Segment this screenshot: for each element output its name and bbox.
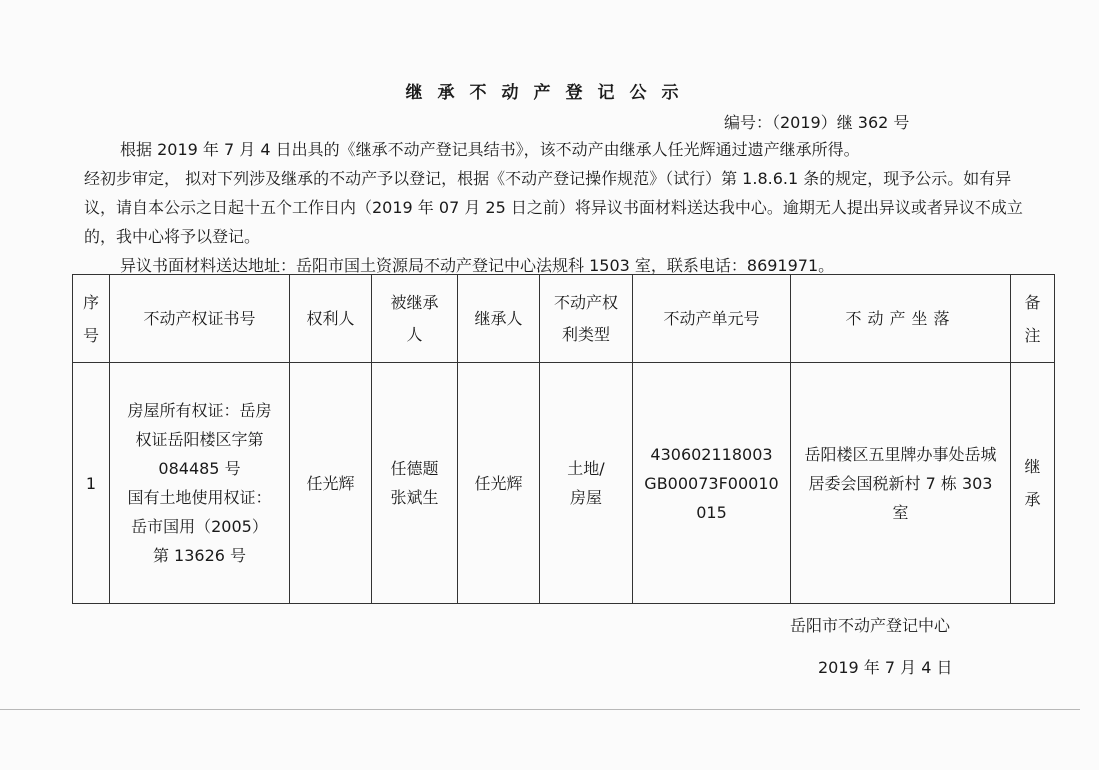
- cell-location: 岳阳楼区五里牌办事处岳城居委会国税新村 7 栋 303 室: [791, 363, 1011, 604]
- header-location: 不动产坐落: [791, 275, 1011, 363]
- header-right-type: 不动产权利类型: [540, 275, 633, 363]
- paragraph-objection-address: 异议书面材料送达地址：岳阳市国土资源局不动产登记中心法规科 1503 室，联系电话：8691971。: [120, 256, 835, 275]
- table-row: [73, 363, 1055, 604]
- cell-cert-no: [110, 363, 290, 604]
- table-header-row: [73, 275, 1055, 363]
- cell-right-type: 土地/房屋: [540, 363, 633, 604]
- scan-edge-line: [0, 709, 1080, 710]
- cell-holder: 任光辉: [290, 363, 372, 604]
- cell-decedent: [372, 363, 458, 604]
- cert-house: 房屋所有权证：岳房权证岳阳楼区字第 084485 号: [127, 401, 272, 478]
- cell-remark: 继承: [1011, 363, 1055, 604]
- header-holder: 权利人: [290, 275, 372, 363]
- cell-unit-no: 430602118003GB00073F00010015: [633, 363, 791, 604]
- decedent-2: 张斌生: [390, 488, 439, 507]
- decedent-1: 任德题: [390, 459, 439, 478]
- header-seq: 序号: [73, 275, 110, 363]
- cert-land: 国有土地使用权证：岳市国用（2005）第 13626 号: [127, 488, 272, 565]
- issue-date: 2019 年 7 月 4 日: [818, 658, 953, 677]
- registration-table: [72, 274, 1055, 604]
- issuing-organization: 岳阳市不动产登记中心: [790, 616, 951, 635]
- cell-heir: 任光辉: [458, 363, 540, 604]
- header-decedent: 被继承人: [372, 275, 458, 363]
- paragraph-notice: 经初步审定， 拟对下列涉及继承的不动产予以登记，根据《不动产登记操作规范》（试行）第 1.8.6.1 条的规定，现予公示。如有异议，请自本公示之日起十五个工作日内（2019 年 07 月 25 日之前）将异议书面材料送达我中心。逾期无人提出异议或者异议不成立的，我中心将予以登记。: [84, 169, 1023, 246]
- document-title: 继承不动产登记公示: [405, 83, 694, 103]
- header-unit-no: 不动产单元号: [633, 275, 791, 363]
- cell-seq: 1: [73, 363, 110, 604]
- header-heir: 继承人: [458, 275, 540, 363]
- header-cert-no: 不动产权证书号: [110, 275, 290, 363]
- header-remark: 备注: [1011, 275, 1055, 363]
- document-number: 编号：（2019）继 362 号: [724, 113, 910, 132]
- paragraph-basis: 根据 2019 年 7 月 4 日出具的《继承不动产登记具结书》，该不动产由继承人任光辉通过遗产继承所得。: [120, 140, 860, 159]
